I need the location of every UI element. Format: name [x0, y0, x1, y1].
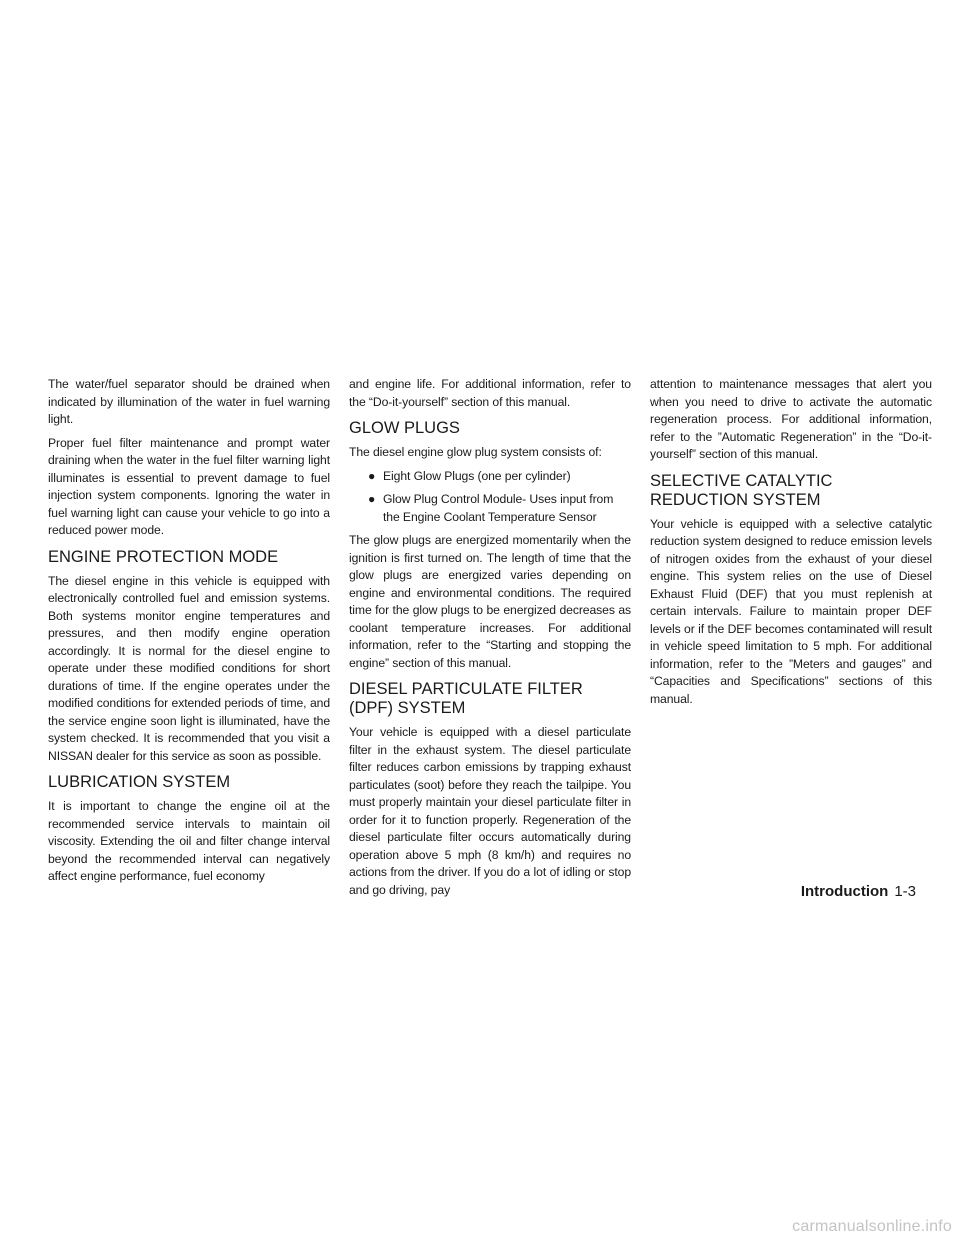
- heading-scr: SELECTIVE CATALYTIC REDUCTION SYSTEM: [650, 471, 833, 509]
- list-item: [349, 468, 631, 486]
- water-separator-paragraph: The water/fuel separator should be drained when indicated by illumination of the water in fuel warning light.: [48, 377, 330, 426]
- lubrication-paragraph: It is important to change the engine oil at the recommended service intervals to maintain oil viscosity. Extending the oil and filter change interval beyond the recommended interval can negatively affect engine performance, fuel economy: [48, 799, 330, 883]
- heading-glow-plugs: GLOW PLUGS: [349, 419, 460, 437]
- fuel-filter-paragraph: Proper fuel filter maintenance and prompt water draining when the water in the fuel filter warning light illuminates is essential to prevent damage to fuel injection system components. Ignoring the water in fuel warning light can cause your vehicle to go into a reduced power mode.: [48, 435, 330, 537]
- bullet-icon: ●: [368, 492, 376, 506]
- glow-plug-list: [349, 468, 631, 527]
- bullet-icon: ●: [368, 468, 376, 483]
- column-left: [48, 376, 330, 892]
- footer-section-title: Introduction: [800, 883, 889, 900]
- engine-protection-paragraph: The diesel engine in this vehicle is equipped with electronically controlled fuel and emission systems. Both systems monitor engine temperatures and pressures, and then modify engine operation accordingly. It is normal for the diesel engine to operate under these modified conditions for short durations of time. If the engine operates under the modified conditions for extended periods of time, and the service engine soon light is illuminated, have the system checked. It is recommended that you visit a NISSAN dealer for this service as soon as possible.: [48, 573, 330, 763]
- list-item: [349, 491, 631, 526]
- heading-dpf: DIESEL PARTICULATE FILTER (DPF) SYSTEM: [349, 680, 583, 717]
- list-item-text: Glow Plug Control Module- Uses input from the Engine Coolant Temperature Sensor: [383, 492, 614, 524]
- maintenance-messages-paragraph: attention to maintenance messages that alert you when you need to drive to activate the automatic regeneration process. For additional information, refer to the ”Automatic Regeneration” in the “Do-it-yourself” section of this manual.: [650, 377, 932, 461]
- page-number: 1-3: [894, 883, 916, 900]
- list-item-text: Eight Glow Plugs (one per cylinder): [383, 468, 571, 483]
- engine-life-paragraph: and engine life. For additional information, refer to the “Do-it-yourself” section of this manual.: [349, 377, 631, 409]
- column-right: [650, 376, 932, 714]
- heading-lubrication: LUBRICATION SYSTEM: [48, 773, 231, 791]
- page-footer: [801, 883, 916, 901]
- glow-plug-intro: The diesel engine glow plug system consists of:: [349, 445, 602, 459]
- watermark: carmanualsonline.info: [792, 1218, 952, 1235]
- glow-plug-paragraph: The glow plugs are energized momentarily when the ignition is first turned on. The length of time that the glow plugs are energized varies depending on engine and environmental conditions. The required time for the glow plugs to be energized decreases as coolant temperature increases. For additional information, refer to the “Starting and stopping the engine” section of this manual.: [349, 533, 631, 670]
- dpf-paragraph: Your vehicle is equipped with a diesel particulate filter in the exhaust system. The diesel particulate filter reduces carbon emissions by trapping exhaust particulates (soot) before they reach the tailpipe. You must properly maintain your diesel particulate filter in order for it to function properly. Regeneration of the diesel particulate filter occurs automatically during operation above 5 mph (8 km/h) and requires no actions from the driver. If you do a lot of idling or stop and go driving, pay: [349, 725, 631, 897]
- heading-engine-protection: ENGINE PROTECTION MODE: [48, 547, 279, 566]
- scr-paragraph: Your vehicle is equipped with a selective catalytic reduction system designed to reduce emission levels of nitrogen oxides from the exhaust of your diesel engine. This system relies on the use of Diesel Exhaust Fluid (DEF) that you must replenish at certain intervals. Failure to maintain proper DEF levels or if the DEF becomes contaminated will result in vehicle speed limitation to 5 mph. For additional information, refer to the ”Meters and gauges” and “Capacities and Specifications” sections of this manual.: [650, 516, 932, 706]
- column-middle: [349, 376, 631, 905]
